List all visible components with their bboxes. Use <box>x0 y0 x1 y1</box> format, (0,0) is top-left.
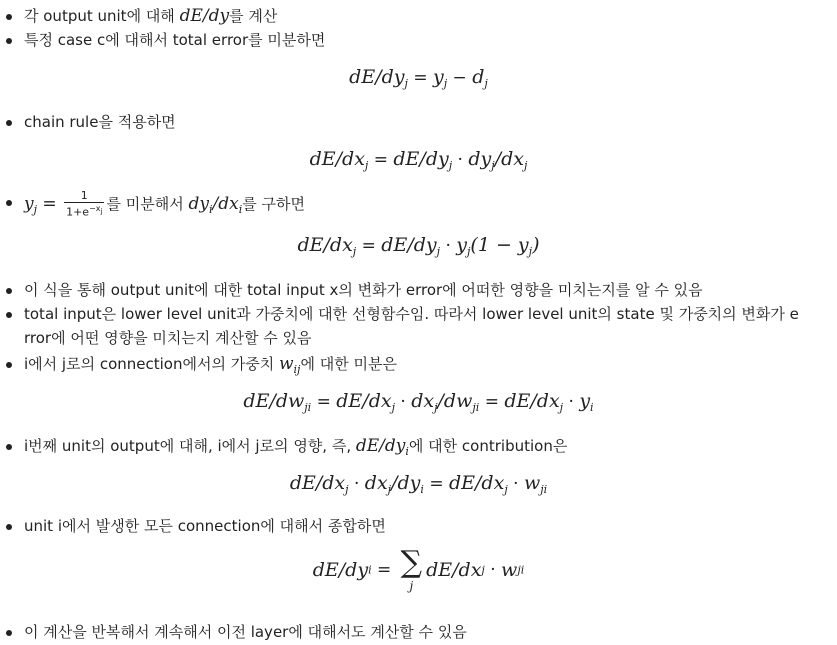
math: (1 − y <box>470 234 529 256</box>
math-op: · <box>348 474 365 494</box>
bullet-text: $y_j$ = $\frac{1}{1+e^{-x_j}}$ 를 미분해서 $dy_i/dx_i$를 구하면 <box>24 189 305 219</box>
math-op: · <box>452 150 469 170</box>
math-sub: j <box>100 207 103 216</box>
math-sub: j <box>481 563 485 577</box>
equation-4 <box>0 390 837 414</box>
math-sub: j <box>434 401 438 414</box>
math-op: = <box>368 150 394 170</box>
math-op: = <box>311 392 337 412</box>
text: 를 계산 <box>229 7 278 25</box>
math: dE/dx <box>297 234 353 256</box>
math-op: = <box>423 474 449 494</box>
math: 1+e <box>66 205 90 219</box>
bullet-dot <box>6 120 12 126</box>
math: dE/dy <box>179 6 230 26</box>
math-sub: j <box>504 483 508 496</box>
math: dx <box>364 472 388 494</box>
bullet-text: 특정 case c에 대해서 total error를 미분하면 <box>24 31 326 49</box>
math-op: = <box>479 392 505 412</box>
math-sub: j <box>352 245 357 258</box>
math-sub: ji <box>472 401 480 414</box>
math-sub: j <box>467 245 471 258</box>
math-op: = <box>371 560 397 580</box>
math: dE/dx <box>336 390 392 412</box>
bullet-dot <box>6 630 12 636</box>
math-sub: j <box>345 483 349 496</box>
math-sup: −x <box>89 204 101 213</box>
math: dE/dy <box>393 148 449 170</box>
math: w <box>278 354 294 374</box>
math-sub: j <box>404 77 408 90</box>
math: dE/dy <box>355 436 406 456</box>
bullet-dot <box>6 200 12 206</box>
math: w <box>523 472 541 494</box>
bullet-text: unit i에서 발생한 모든 connection에 대해서 종합하면 <box>24 517 386 535</box>
math-sub: j <box>484 77 488 90</box>
math: dE/dx <box>289 472 346 494</box>
math: dE/dy <box>349 66 405 88</box>
math: d <box>472 66 485 88</box>
math-sub: j <box>491 159 495 172</box>
bullet-text <box>24 434 801 464</box>
fraction <box>64 190 104 219</box>
bullet-dot <box>6 444 12 450</box>
math: /dy <box>391 472 421 494</box>
math-sub: ji <box>517 563 525 577</box>
bullet-text <box>24 4 801 28</box>
bullet-dot <box>6 524 12 530</box>
text: 를 구하면 <box>242 194 305 213</box>
math: dE/dy <box>312 559 369 581</box>
equation-2 <box>0 148 837 172</box>
summation <box>400 545 423 593</box>
math-op: − <box>447 68 473 88</box>
math-sub: j <box>528 245 533 258</box>
equation-6 <box>0 545 837 593</box>
text: 에 대한 contribution은 <box>408 437 568 455</box>
math: dy <box>188 193 209 214</box>
math-sub: j <box>364 159 369 172</box>
text: i번째 unit의 output에 대해, i에서 j로의 영향, 즉, <box>24 437 356 455</box>
math-sub: ji <box>304 401 312 414</box>
math-sub: j <box>559 401 564 414</box>
fraction-numerator: 1 <box>64 190 104 203</box>
math-sub: i <box>420 483 424 496</box>
bullet-dot <box>6 38 12 44</box>
math: ) <box>532 234 540 256</box>
text: 각 output unit에 대해 <box>24 7 180 25</box>
bullet-text: chain rule을 적용하면 <box>24 113 176 131</box>
math-sub: j <box>523 159 528 172</box>
bullet-text: 이 계산을 반복해서 계속해서 이전 layer에 대해서도 계산할 수 있음 <box>24 623 467 641</box>
math-sub: j <box>443 77 448 90</box>
math-op: · <box>395 392 412 412</box>
fraction-denominator <box>64 203 104 219</box>
math: dE/dx <box>309 148 365 170</box>
math-sub: ji <box>540 483 548 496</box>
math: dx <box>411 390 435 412</box>
summation-index: j <box>409 579 414 593</box>
math-sub: ij <box>293 363 301 376</box>
math-op: · <box>563 392 580 412</box>
bullet-dot <box>6 288 12 294</box>
math: dE/dx <box>449 472 505 494</box>
math: /dw <box>437 390 473 412</box>
sigma-symbol: ∑ <box>400 545 423 580</box>
math: y <box>24 193 34 214</box>
math: y <box>579 390 591 412</box>
math-op: · <box>507 474 524 494</box>
text: 에 대한 미분은 <box>300 355 397 373</box>
math: w <box>501 559 518 581</box>
math: dE/dx <box>426 559 482 581</box>
math-sub: j <box>387 483 392 496</box>
math: dE/dy <box>381 234 437 256</box>
bullet-text <box>24 352 801 382</box>
text: i에서 j로의 connection에서의 가중치 <box>24 355 279 373</box>
equation-5 <box>0 472 837 496</box>
math-sub: i <box>208 202 213 216</box>
math-sub: i <box>238 202 243 216</box>
math: y <box>456 234 467 256</box>
math-sub: j <box>448 159 453 172</box>
math-op: = <box>407 68 433 88</box>
math: dy <box>468 148 492 170</box>
math-op: = <box>356 236 382 256</box>
bullet-dot <box>6 14 12 20</box>
bullet-text: total input은 lower level unit과 가중치에 대한 선형함수임. 따라서 lower level unit의 state 및 가중치의 변화가 error에 어떤 영향을 미치는지 계산할 수 있음 <box>24 305 799 347</box>
math-sub: i <box>590 401 594 414</box>
bullet-text: 이 식을 통해 output unit에 대한 total input x의 변화가 error에 어떠한 영향을 미치는지를 알 수 있음 <box>24 281 703 299</box>
math-sub: j <box>391 401 395 414</box>
equation-3 <box>0 234 837 258</box>
math: dE/dx <box>504 390 560 412</box>
math: /dx <box>212 193 239 214</box>
math: dE/dw <box>243 390 305 412</box>
math-op: · <box>484 560 502 580</box>
bullet-dot <box>6 362 12 368</box>
math-sub: i <box>405 445 409 458</box>
math: /dx <box>494 148 524 170</box>
math-sub: j <box>436 245 441 258</box>
math-op: · <box>440 236 457 256</box>
math-sub: i <box>368 563 372 577</box>
math-sub: j <box>33 202 38 216</box>
bullet-dot <box>6 312 12 318</box>
text: 를 미분해서 <box>106 194 189 213</box>
equation-1 <box>0 66 837 90</box>
math: y <box>433 66 444 88</box>
